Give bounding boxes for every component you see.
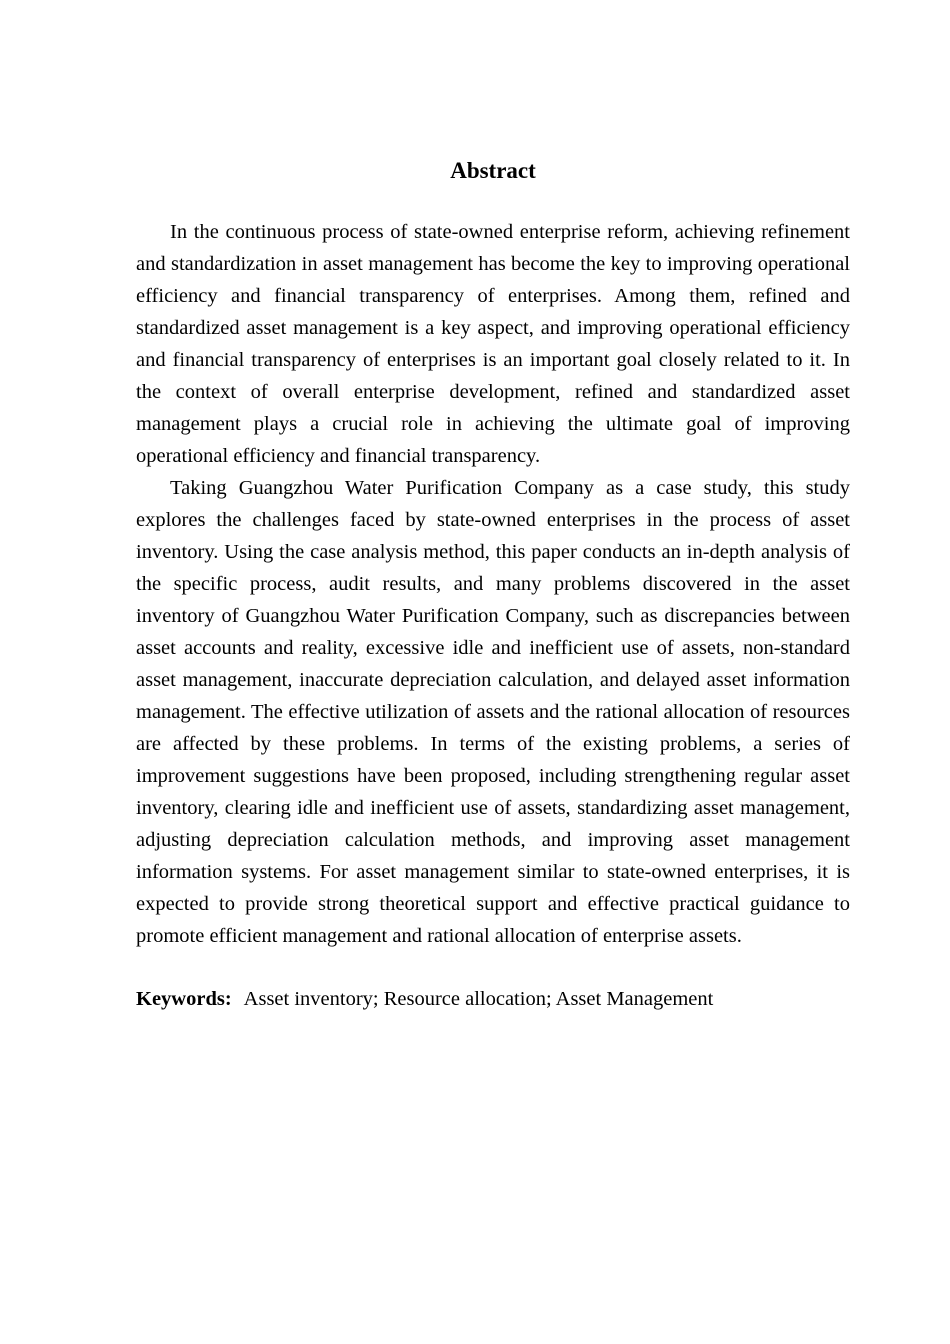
abstract-paragraph-1: In the continuous process of state-owned enterprise reform, achieving refinement and standardization in asset management has become the key to improving operational efficiency and financial transparency of enterprises. Among them, refined and standardized asset management is a key aspect, and improving operational efficiency and financial transparency of enterprises is an important goal closely related to it. In the context of overall enterprise development, refined and standardized asset management plays a crucial role in achieving the ultimate goal of improving operational efficiency and financial transparency. bbox=[136, 221, 850, 467]
keywords-line bbox=[136, 983, 850, 1015]
document-page bbox=[136, 150, 850, 1015]
keywords-text: Asset inventory; Resource allocation; Asset Management bbox=[243, 988, 714, 1010]
abstract-title: Abstract bbox=[450, 158, 536, 183]
keywords-label: Keywords: bbox=[136, 988, 232, 1010]
abstract-paragraph-2: Taking Guangzhou Water Purification Company as a case study, this study explores the challenges faced by state-owned enterprises in the process of asset inventory. Using the case analysis method, this paper conducts an in-depth analysis of the specific process, audit results, and many problems discovered in the asset inventory of Guangzhou Water Purification Company, such as discrepancies between asset accounts and reality, excessive idle and inefficient use of assets, non-standard asset management, inaccurate depreciation calculation, and delayed asset information management. The effective utilization of assets and the rational allocation of resources are affected by these problems. In terms of the existing problems, a series of improvement suggestions have been proposed, including strengthening regular asset inventory, clearing idle and inefficient use of assets, standardizing asset management, adjusting depreciation calculation methods, and improving asset management information systems. For asset management similar to state-owned enterprises, it is expected to provide strong theoretical support and effective practical guidance to promote efficient management and rational allocation of enterprise assets. bbox=[136, 477, 850, 947]
